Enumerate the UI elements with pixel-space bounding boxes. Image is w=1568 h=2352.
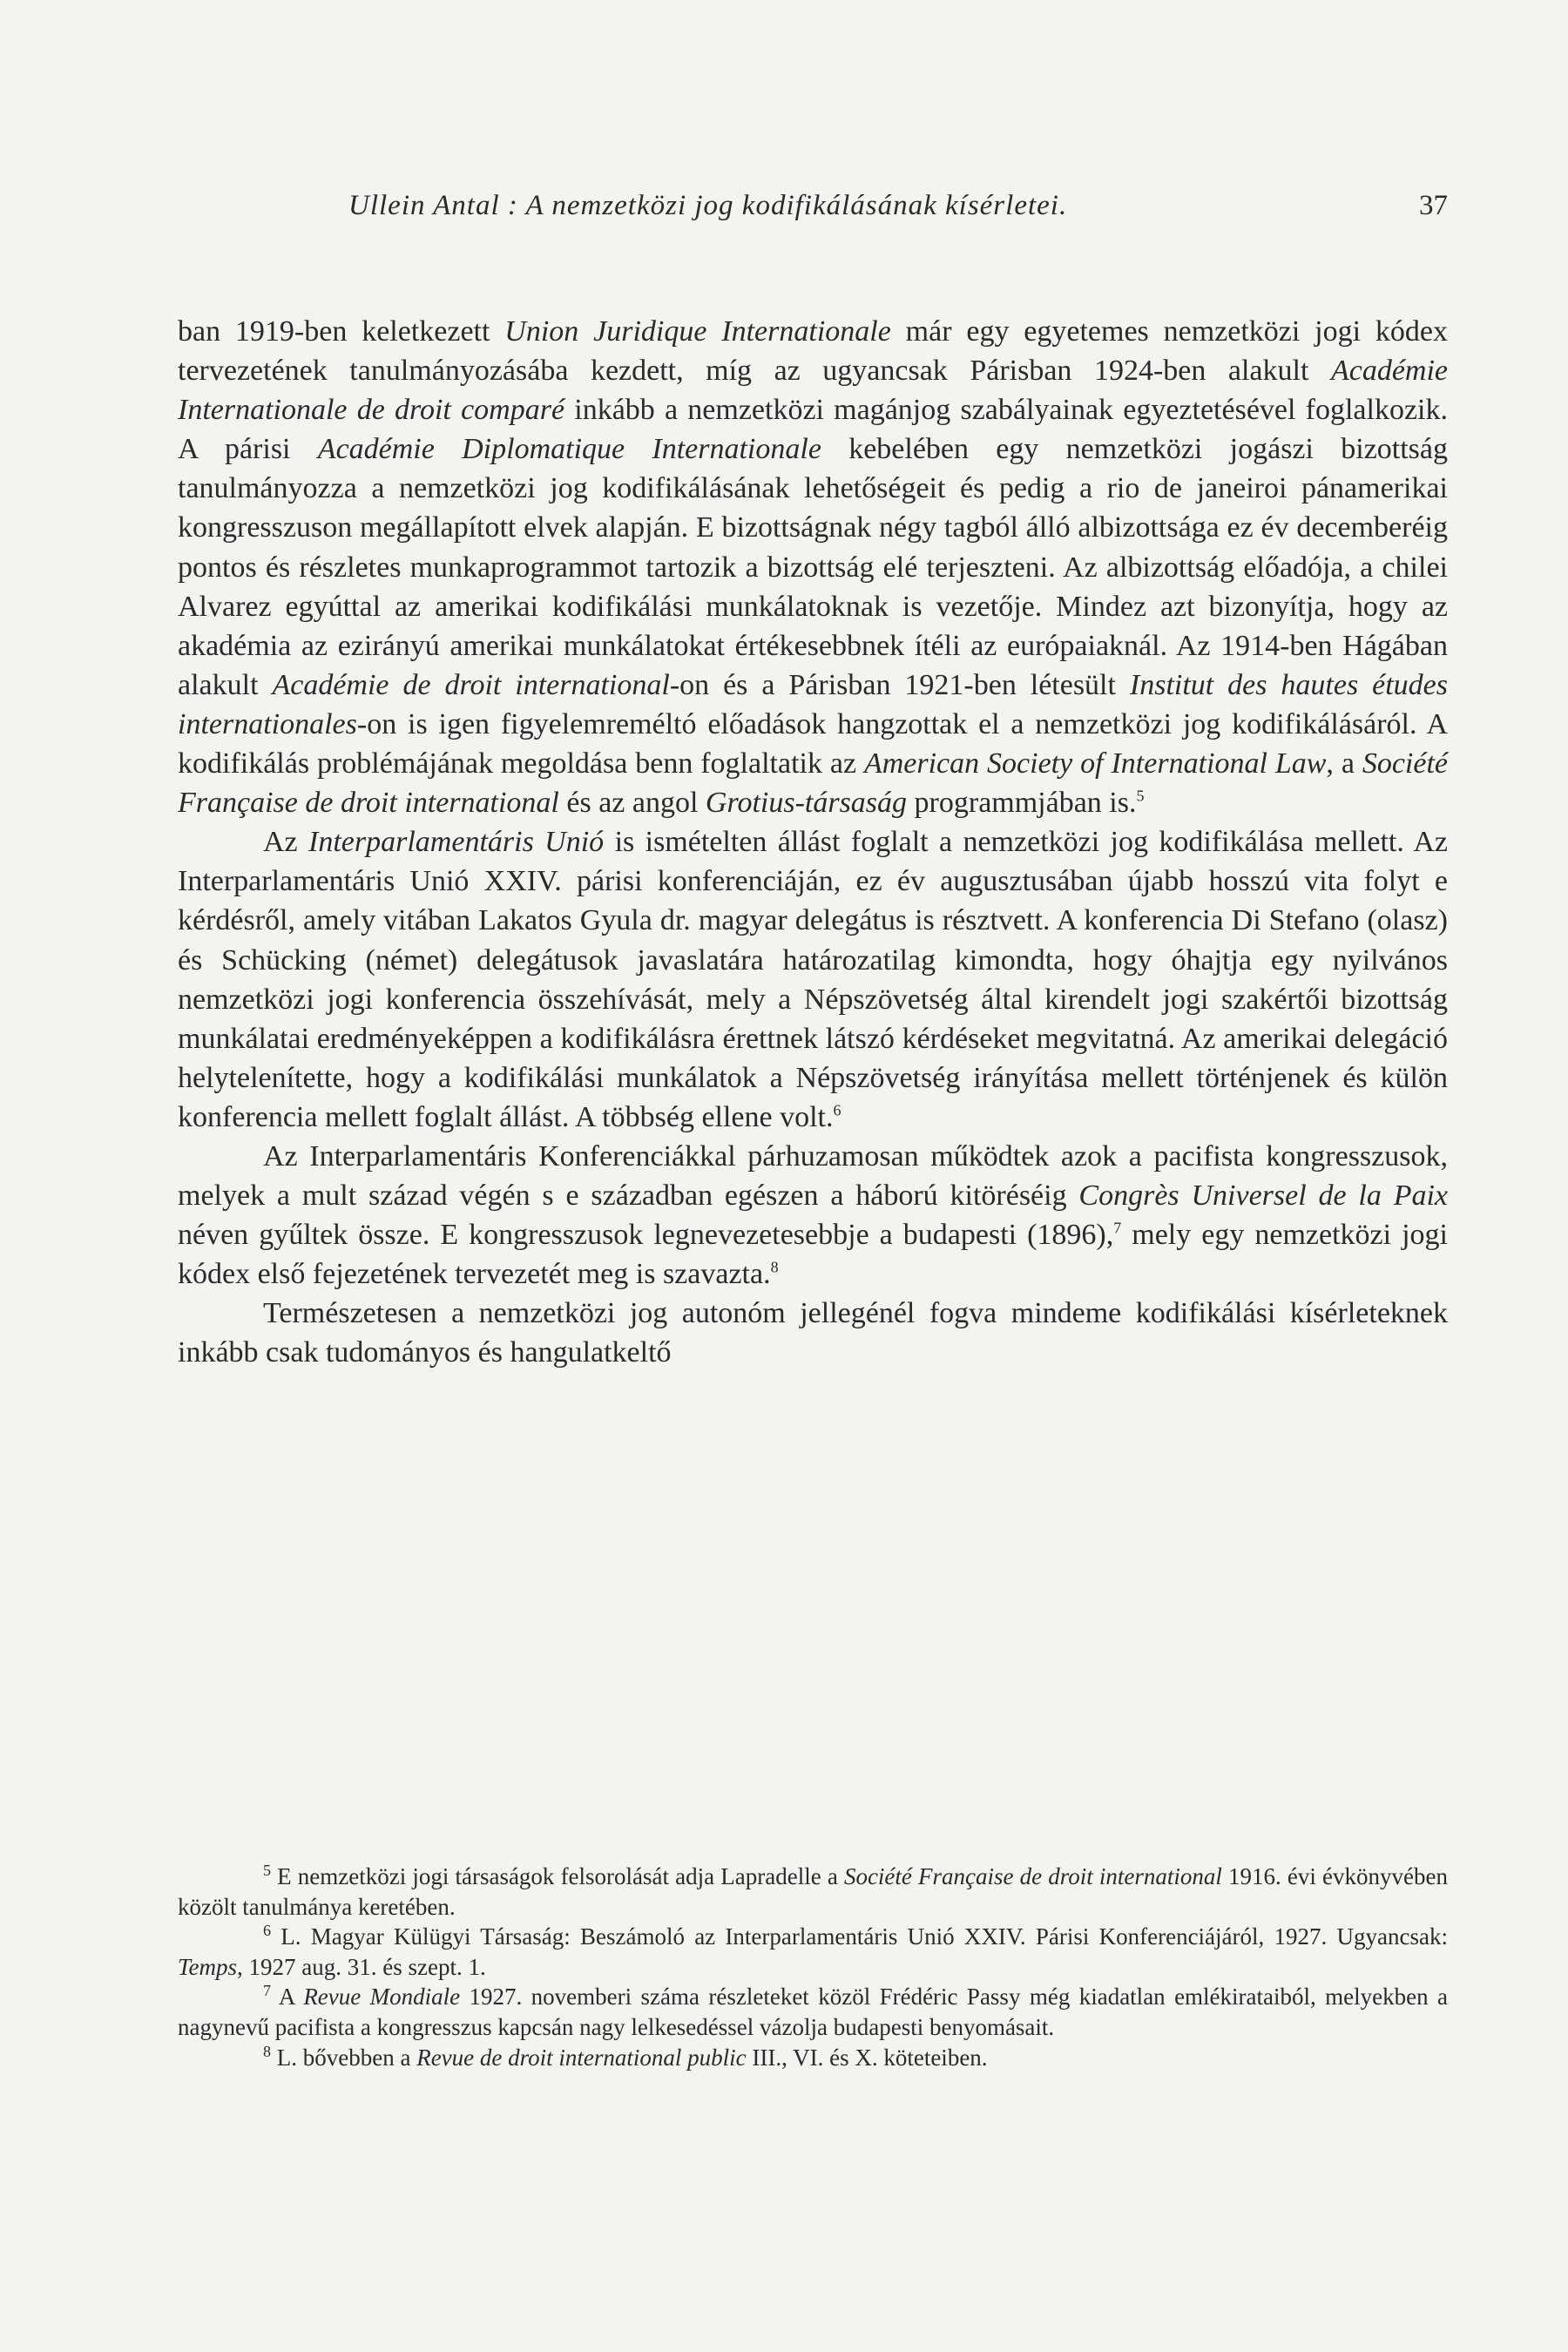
footnote-6 [178,1922,1448,1982]
italic-term: Académie Diplomatique Internationale [317,433,821,466]
italic-term: Revue de droit international public [416,2044,747,2071]
running-header [174,190,1448,233]
text-run: Az [263,826,309,859]
italic-term: Institut des hautes études internationales [178,668,1448,740]
text-run: A [271,1984,304,2011]
footnote-ref: 5 [1136,787,1145,805]
italic-term: Interparlamentáris Unió [308,826,605,859]
text-run: L. Magyar Külügyi Társaság: Beszámoló az Interparlamentáris Unió XXIV. Párisi Konferenciájáról, 1927. Ugyancsak: [271,1923,1448,1950]
text-run: 1927. novemberi száma részleteket közöl Frédéric Passy még kiadatlan emlékirataiból, melyekben a nagynevű pacifista a kongresszus kapcsán nagy lelkesedéssel vázolja budapesti benyomásait. [178,1984,1448,2040]
text-run: Az Interparlamentáris Konferenciákkal párhuzamosan működtek azok a pacifista kongresszusok, melyek a mult század végén s e században egészen a háború kitöréséig [178,1139,1448,1213]
text-run: programmjában is. [907,787,1137,820]
body-paragraph [178,1294,1448,1372]
text-run: inkább a nemzetközi magánjog szabályainak egyeztetésével foglalkozik. A párisi [178,394,1448,466]
running-head-title: Ullein Antal : A nemzetközi jog kodifikálásának kísérletei. [348,190,1068,221]
footnote-8 [178,2043,1448,2073]
italic-term: Temps [178,1953,238,1980]
text-run: -on is igen figyelemreméltó előadások hangzottak el a nemzetközi jog kodifikálásáról. A kodifikálás problémájának megoldása benn foglaltatik az [178,707,1448,781]
footnote-7 [178,1982,1448,2042]
footnote-ref: 8 [770,1258,779,1276]
footnote-number: 8 [263,2042,271,2060]
body-paragraph [178,312,1448,822]
text-run: , 1927 aug. 31. és szept. 1. [237,1953,486,1980]
text-run: Természetesen a nemzetközi jog autonóm jellegénél fogva mindeme kodifikálási kísérleteknek inkább csak tudományos és hangulatkeltő [178,1297,1448,1369]
text-run: 1916. évi évkönyvében közölt tanulmánya keretében. [178,1863,1448,1920]
main-text [178,312,1448,1373]
text-run: is ismételten állást foglalt a nemzetközi jog kodifikálása mellett. Az Interparlamentáris Unió XXIV. párisi konferenciáján, ez év augusztusában újabb hosszú vita folyt e kérdésről, amely vitában Lakatos Gyula dr. magyar delegátus is résztvett. A konferencia Di Stefano (olasz) és Schücking (német) delegátusok javaslatára határozatilag kimondta, hogy óhajtja egy nyilvános nemzetközi jogi konferencia összehívását, mely a Népszövetség által kirendelt jogi szakértői bizottság munkálatai eredményeképpen a kodifikálásra érettnek látszó kérdéseket megvitatná. Az amerikai delegáció helytelenítette, hogy a kodifikálási munkálatok a Népszövetség irányítása mellett történjenek és külön konferencia mellett foglalt állást. A többség ellene volt. [178,826,1448,1133]
italic-term: Congrès Universel de la Paix [1078,1179,1448,1213]
footnote-ref: 7 [1113,1219,1122,1237]
italic-term: American Society of International Law [863,747,1327,781]
italic-term: Grotius-társaság [705,787,908,820]
body-paragraph [178,822,1448,1137]
text-run: kebelében egy nemzetközi jogászi bizottság tanulmányozza a nemzetközi jog kodifikálásának lehetőségeit és pedig a rio de janeiroi pánamerikai kongresszuson megállapított elvek alapján. E bizottságnak négy tagból álló albizottsága ez év decemberéig pontos és részletes munkaprogrammot tartozik a bizottság elé terjeszteni. Az albizottság előadója, a chilei Alvarez egyúttal az amerikai kodifikálási munkálatoknak is vezetője. Mindez azt bizonyítja, hogy az akadémia az ezirányú amerikai munkálatokat értékesebbnek ítéli az európaiaknál. Az 1914-ben Hágában alakult [178,433,1449,701]
footnote-5 [178,1862,1448,1922]
italic-term: Société Française de droit international [178,747,1449,820]
text-run: már egy egyetemes nemzetközi jogi kódex tervezetének tanulmányozásába kezdett, míg az ugyancsak Párisban 1924-ben alakult [178,315,1449,388]
text-run: L. bővebben a [271,2044,417,2071]
italic-term: Académie de droit international [272,668,670,701]
body-paragraph [178,1137,1448,1294]
text-run: ban 1919-ben keletkezett [178,315,505,348]
text-run: néven gyűltek össze. E kongresszusok legnevezetesebbje a budapesti (1896), [178,1219,1114,1252]
footnote-ref: 6 [833,1101,841,1119]
footnote-number: 5 [263,1862,271,1879]
text-run: III., VI. és X. köteteiben. [746,2044,988,2071]
italic-term: Académie Internationale de droit comparé [178,355,1448,427]
italic-term: Union Juridique Internationale [504,315,891,348]
text-run: -on és a Párisban 1921-ben létesült [669,668,1130,701]
text-run: mely egy nemzetközi jogi kódex első fejezetének tervezetét meg is szavazta. [178,1219,1448,1291]
text-run: E nemzetközi jogi társaságok felsorolását adja Lapradelle a [271,1863,844,1889]
text-run: és az angol [558,787,706,820]
italic-term: Revue Mondiale [303,1984,461,2011]
footnotes [178,1862,1448,2072]
footnote-number: 6 [263,1922,271,1940]
text-run: , a [1326,747,1362,781]
italic-term: Société Française de droit international [843,1863,1222,1889]
footnote-number: 7 [263,1982,271,2000]
page-number: 37 [1419,190,1448,221]
